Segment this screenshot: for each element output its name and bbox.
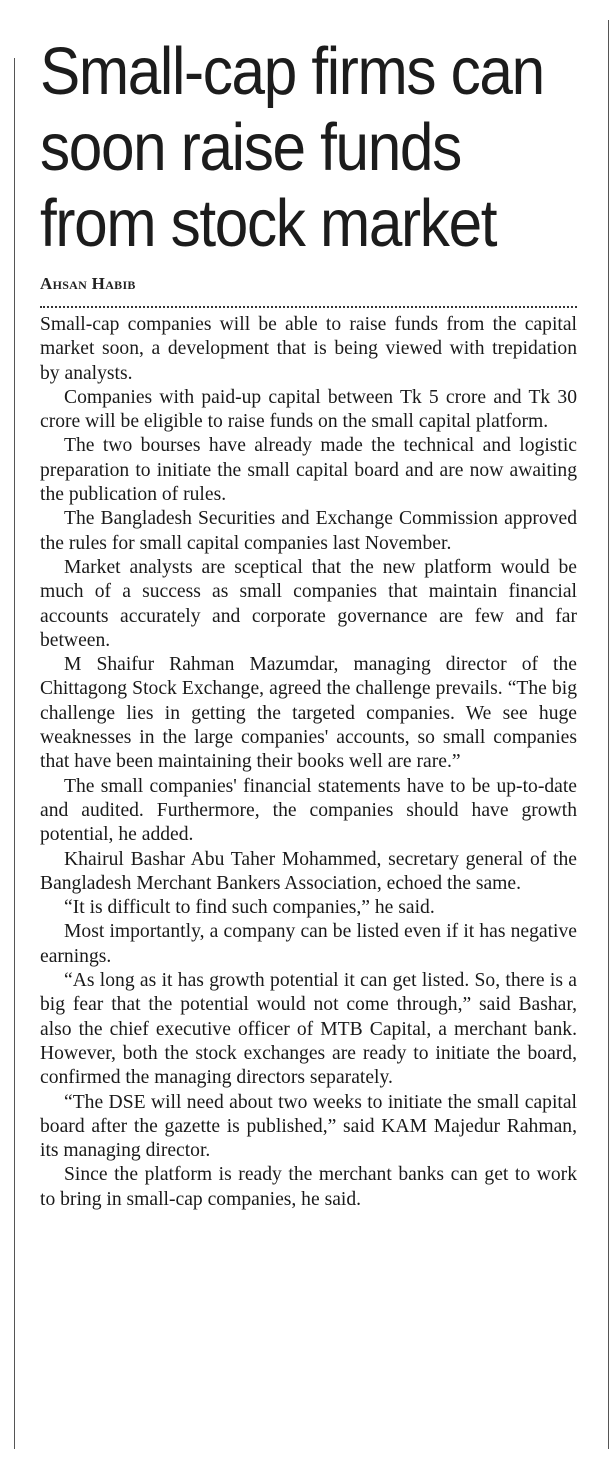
- news-article: [40, 34, 577, 1212]
- column-rule-left: [14, 58, 15, 1449]
- paragraph: The Bangladesh Securities and Exchange Commission approved the rules for small capital companies last November.: [40, 508, 577, 554]
- paragraph: Khairul Bashar Abu Taher Mohammed, secretary general of the Bangladesh Merchant Bankers Association, echoed the same.: [40, 848, 577, 894]
- dotted-divider: [40, 306, 577, 308]
- paragraph: Since the platform is ready the merchant banks can get to work to bring in small-cap companies, he said.: [40, 1164, 577, 1210]
- paragraph: Companies with paid-up capital between Tk 5 crore and Tk 30 crore will be eligible to raise funds on the small capital platform.: [40, 386, 577, 433]
- paragraph: Most importantly, a company can be listed even if it has negative earnings.: [40, 921, 577, 967]
- paragraph: Market analysts are sceptical that the new platform would be much of a success as small companies that maintain financial accounts accurately and corporate governance are few and far between.: [40, 556, 577, 651]
- byline: Ahsan Habib: [40, 274, 136, 293]
- paragraph: “It is difficult to find such companies,” he said.: [64, 897, 435, 919]
- article-body: [40, 313, 577, 1212]
- paragraph: The small companies' financial statements have to be up-to-date and audited. Furthermore, the companies should have growth potential, he added.: [40, 775, 577, 846]
- paragraph: M Shaifur Rahman Mazumdar, managing director of the Chittagong Stock Exchange, agreed the challenge prevails. “The big challenge lies in getting the targeted companies. We see huge weaknesses in the large companies' accounts, so small companies that have been maintaining their books well are rare.”: [40, 654, 577, 773]
- paragraph: The two bourses have already made the technical and logistic preparation to initiate the small capital board and are now awaiting the publication of rules.: [40, 435, 577, 506]
- paragraph: Small-cap companies will be able to raise funds from the capital market soon, a development that is being viewed with trepidation by analysts.: [40, 314, 577, 384]
- paragraph: “As long as it has growth potential it can get listed. So, there is a big fear that the potential would not come through,” said Bashar, also the chief executive officer of MTB Capital, a merchant bank. However, both the stock exchanges are ready to initiate the board, confirmed the managing directors separately.: [40, 970, 577, 1089]
- paragraph: “The DSE will need about two weeks to initiate the small capital board after the gazette is published,” said KAM Majedur Rahman, its managing director.: [40, 1091, 577, 1162]
- headline: Small-cap firms can soon raise funds from stock market: [40, 34, 544, 261]
- column-rule-right: [608, 20, 609, 1449]
